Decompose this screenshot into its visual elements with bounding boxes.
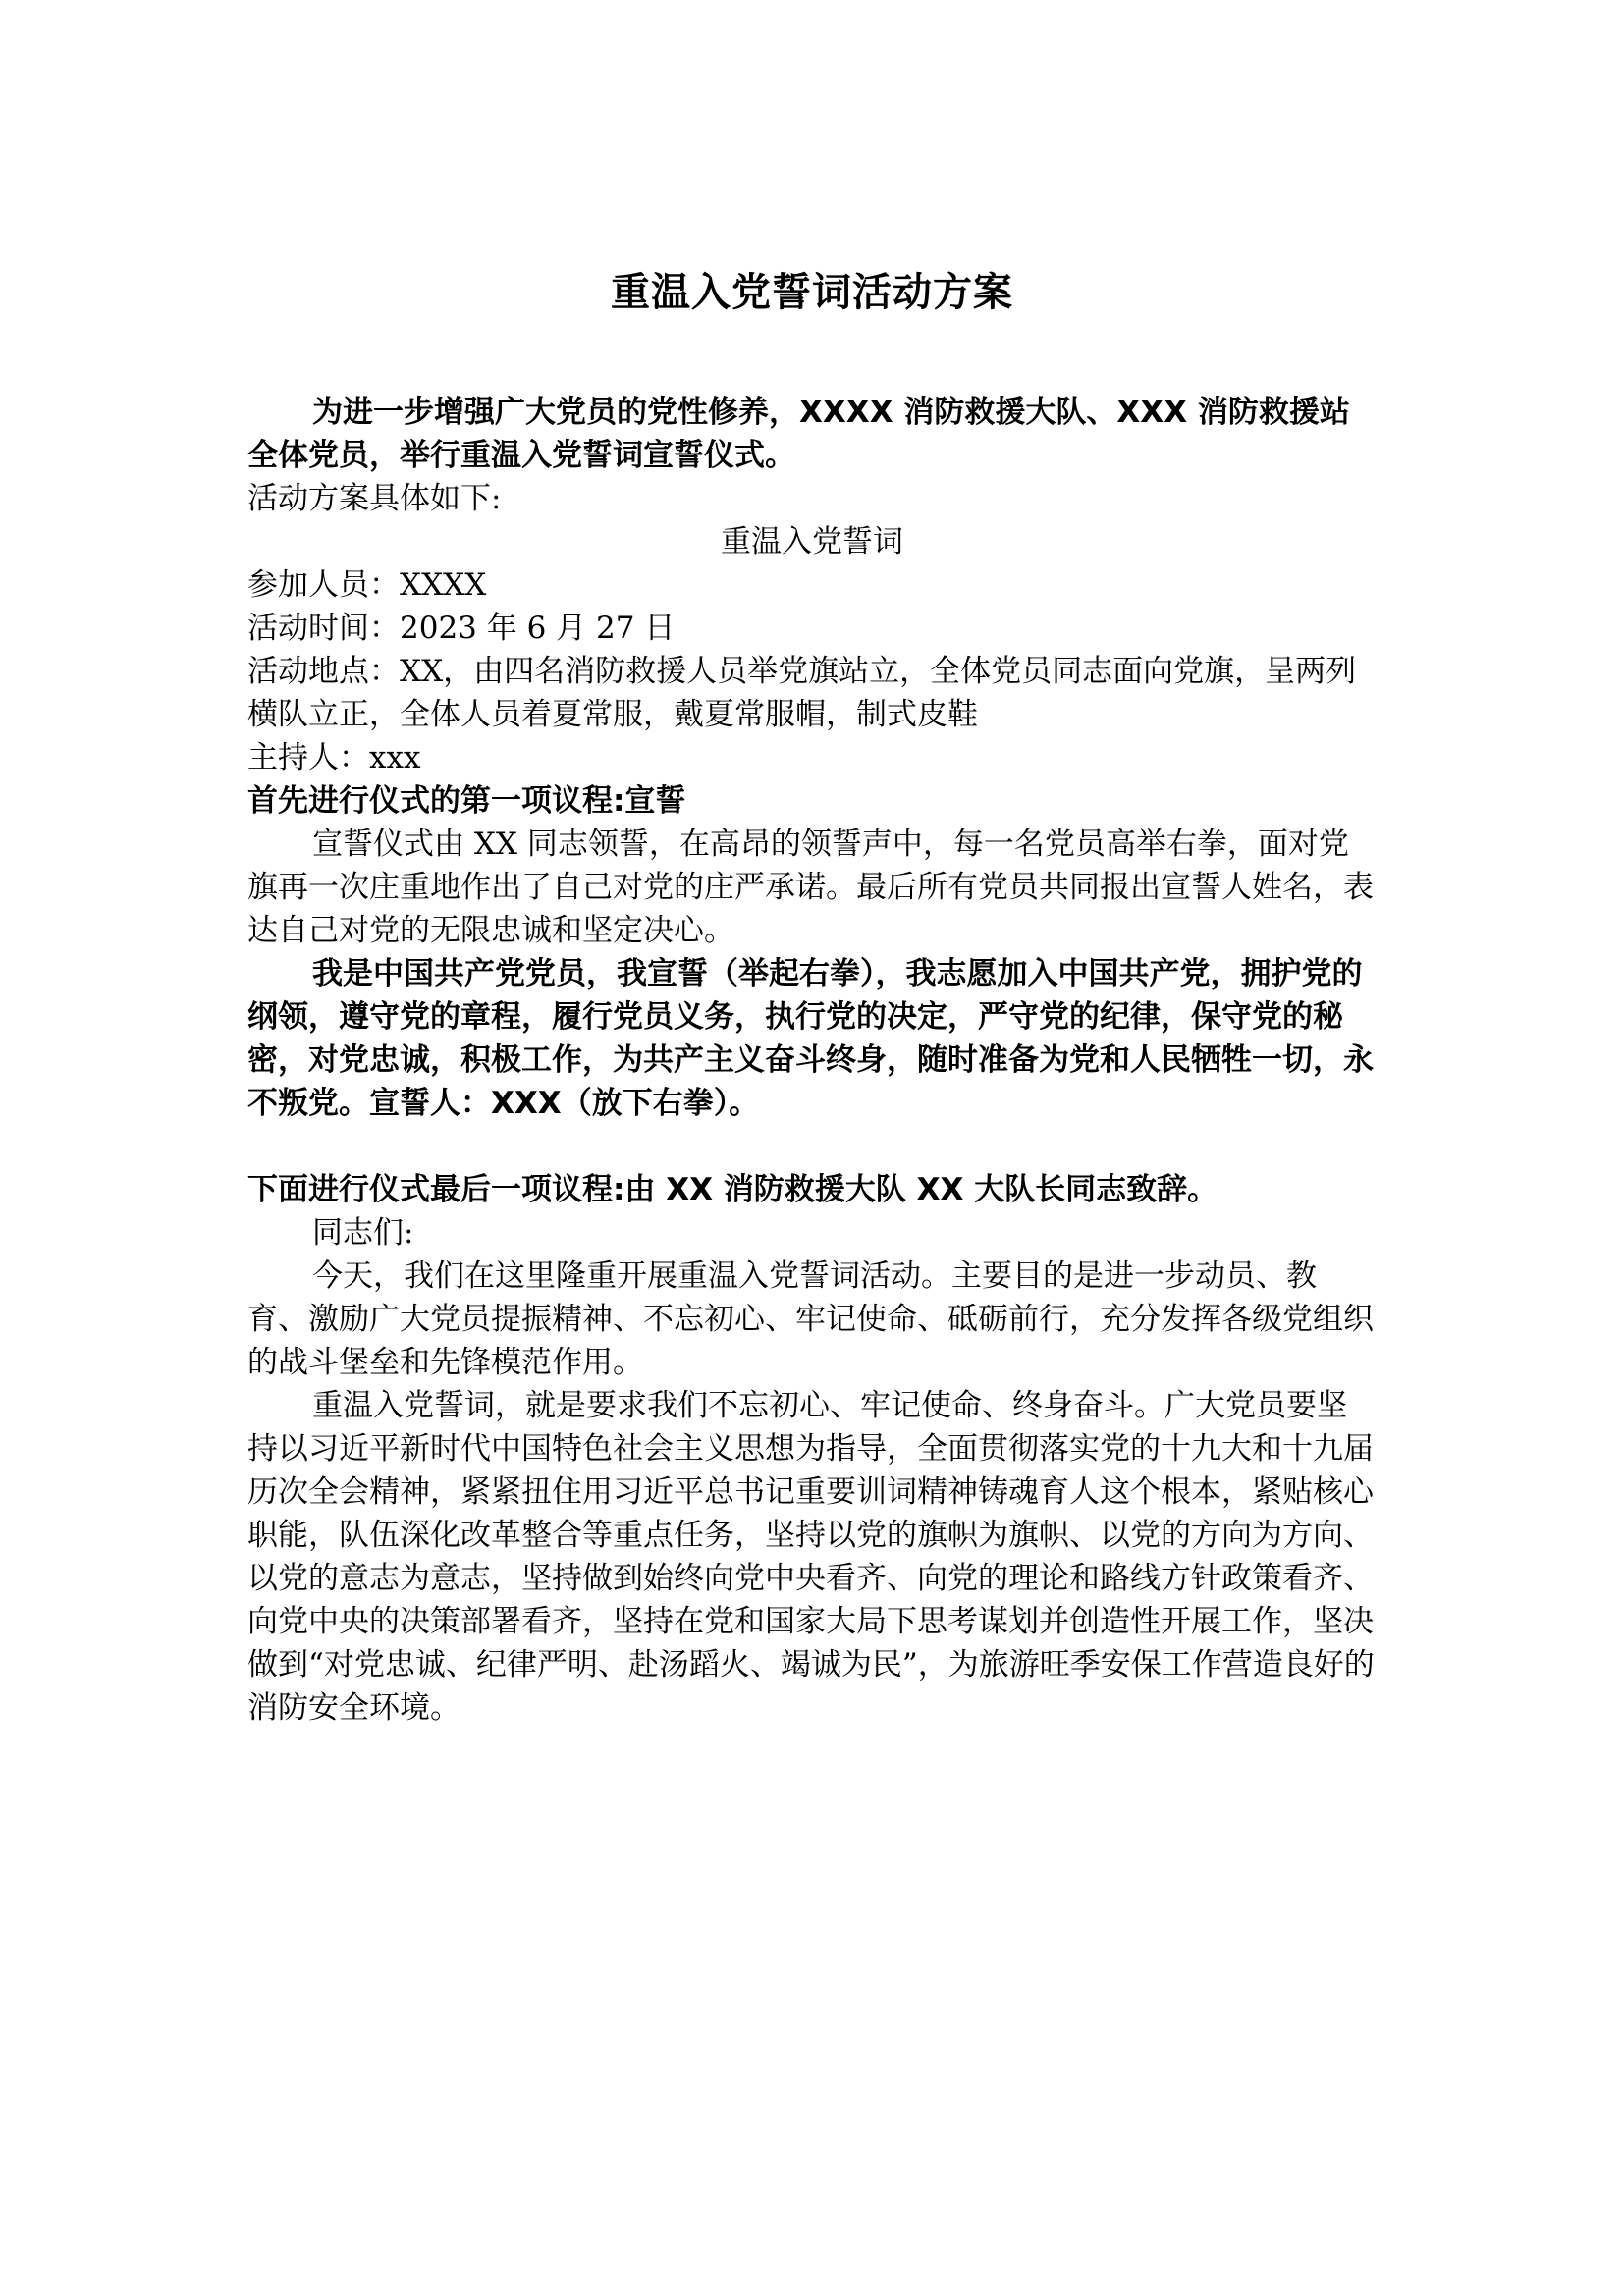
- intro-paragraph: 为进一步增强广大党员的党性修养，XXXX 消防救援大队、XXX 消防救援站全体党员，举行重温入党誓词宣誓仪式。: [247, 395, 1350, 473]
- agenda-last-heading: 下面进行仪式最后一项议程:由 XX 消防救援大队 XX 大队长同志致辞。: [247, 1172, 1218, 1207]
- document-title: 重温入党誓词活动方案: [611, 270, 1013, 315]
- host-line: 主持人：xxx: [247, 740, 421, 775]
- agenda-first-heading: 首先进行仪式的第一项议程:宣誓: [247, 783, 686, 819]
- subtitle: 重温入党誓词: [721, 524, 903, 560]
- oath-text: 我是中国共产党党员，我宣誓（举起右拳），我志愿加入中国共产党，拥护党的纲领，遵守党的章程，履行党员义务，执行党的决定，严守党的纪律，保守党的秘密，对党忠诚，积极工作，为共产主义奋斗终身，随时准备为党和人民牺牲一切，永不叛党。宣誓人：XXX（放下右拳）。: [247, 956, 1374, 1121]
- salutation: 同志们:: [312, 1215, 414, 1251]
- plan-lead: 活动方案具体如下:: [247, 481, 502, 516]
- oath-description: 宣誓仪式由 XX 同志领誓，在高昂的领誓声中，每一名党员高举右拳，面对党旗再一次庄重地作出了自己对党的庄严承诺。最后所有党员共同报出宣誓人姓名，表达自己对党的无限忠诚和坚定决心。: [247, 827, 1374, 948]
- participants-line: 参加人员：XXXX: [247, 567, 487, 603]
- speech-paragraph-2: 重温入党誓词，就是要求我们不忘初心、牢记使命、终身奋斗。广大党员要坚持以习近平新时代中国特色社会主义思想为指导，全面贯彻落实党的十九大和十九届历次全会精神，紧紧扭住用习近平总书记重要训词精神铸魂育人这个根本，紧贴核心职能，队伍深化改革整合等重点任务，坚持以党的旗帜为旗帜、以党的方向为方向、以党的意志为意志，坚持做到始终向党中央看齐、向党的理论和路线方针政策看齐、向党中央的决策部署看齐，坚持在党和国家大局下思考谋划并创造性开展工作，坚决做到“对党忠诚、纪律严明、赴汤蹈火、竭诚为民”，为旅游旺季安保工作营造良好的消防安全环境。: [247, 1388, 1375, 1726]
- paragraph-spacer: [247, 1125, 1377, 1168]
- document-body: [247, 265, 1377, 1730]
- time-line: 活动时间：2023 年 6 月 27 日: [247, 611, 676, 646]
- speech-paragraph-1: 今天，我们在这里隆重开展重温入党誓词活动。主要目的是进一步动员、教育、激励广大党员提振精神、不忘初心、牢记使命、砥砺前行，充分发挥各级党组织的战斗堡垒和先锋模范作用。: [247, 1258, 1374, 1380]
- location-line: 活动地点：XX，由四名消防救援人员举党旗站立，全体党员同志面向党旗，呈两列横队立正，全体人员着夏常服，戴夏常服帽，制式皮鞋: [247, 654, 1357, 732]
